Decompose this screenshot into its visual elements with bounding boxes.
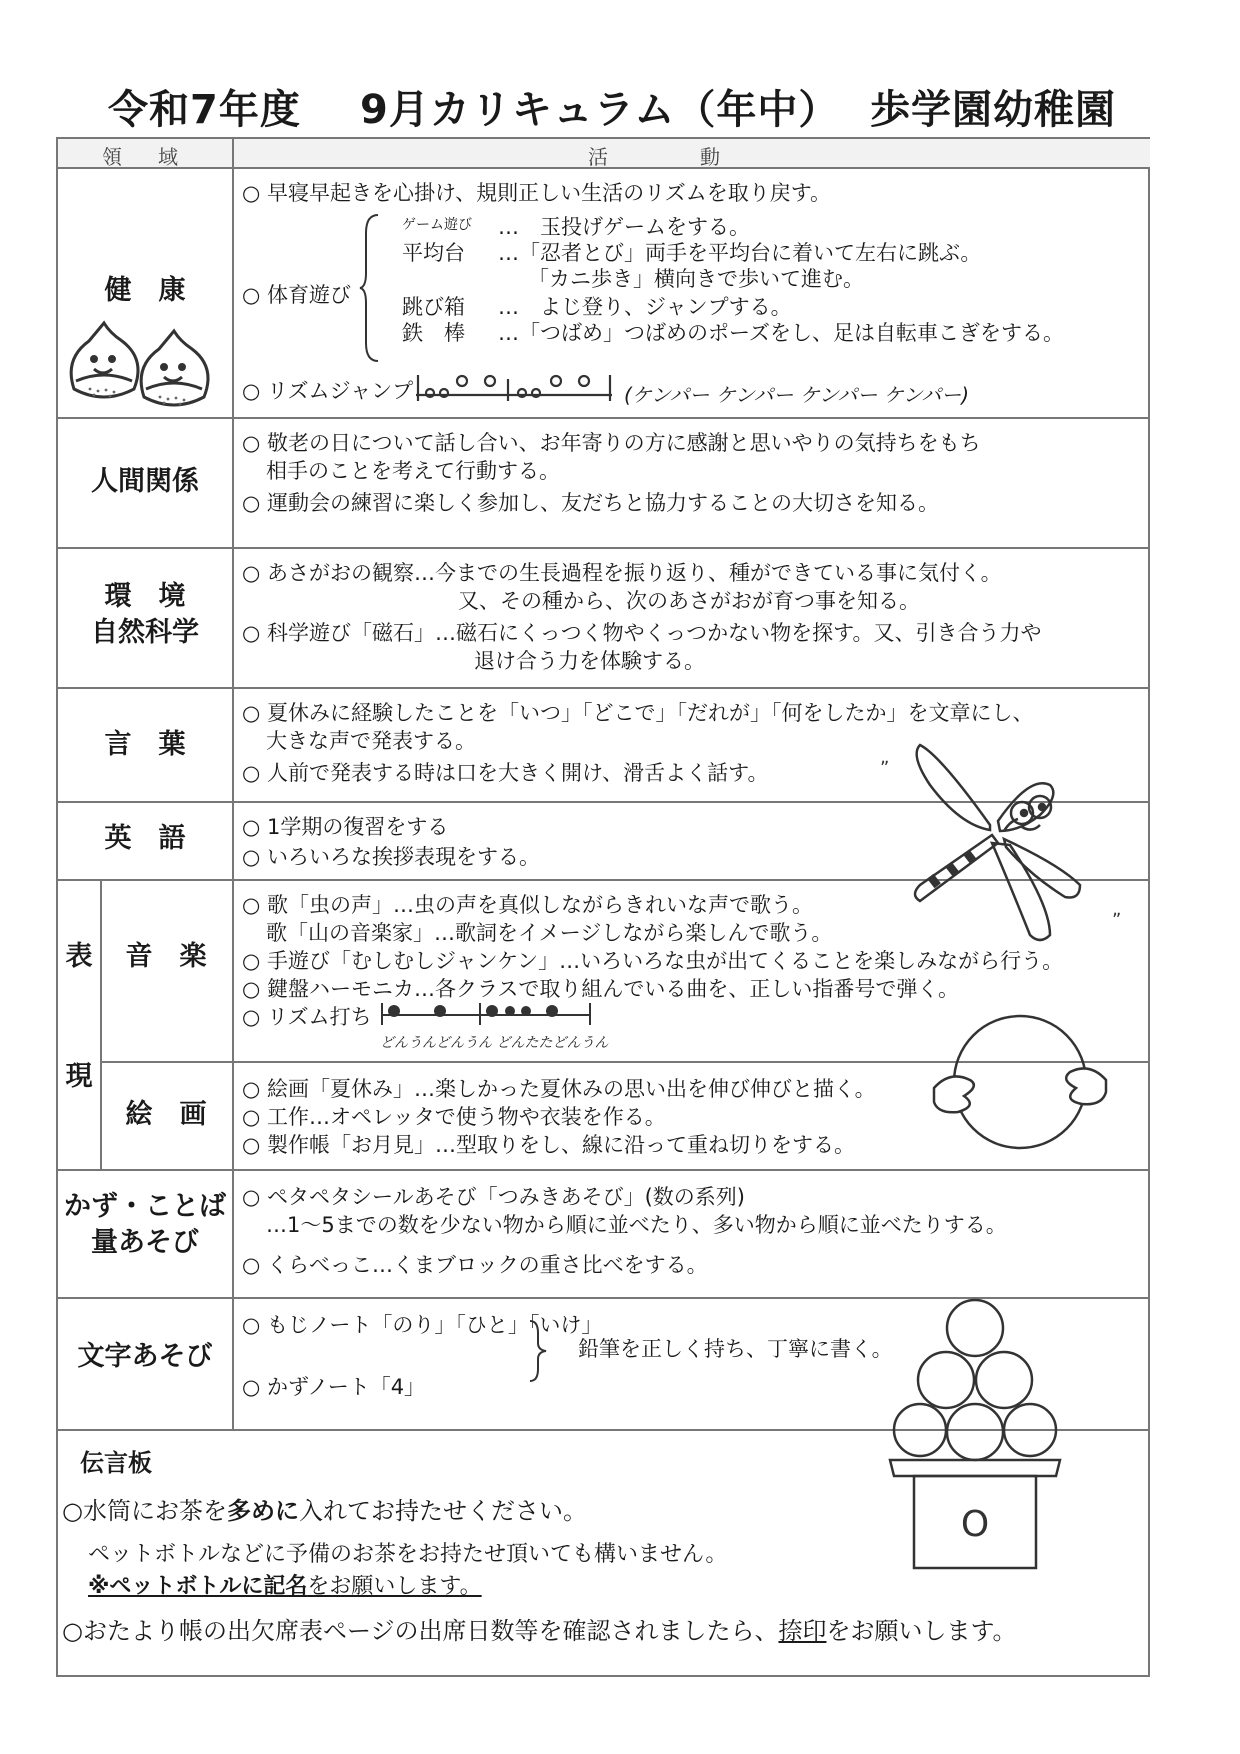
letters-aim: 鉛筆を正しく持ち、丁寧に書く。 — [578, 1337, 893, 1361]
board-note-2: ペットボトルなどに予備のお茶をお持たせ頂いても構いません。 — [88, 1542, 728, 1567]
board-title: 伝言板 — [80, 1449, 152, 1477]
relations-label: 人間関係 — [91, 466, 199, 497]
relations-line-3: ○ 運動会の練習に楽しく参加し、友だちと協力することの大切さを知る。 — [242, 491, 939, 515]
music-line-1: ○ 歌「虫の声」…虫の声を真似しながらきれいな声で歌う。 — [242, 893, 813, 917]
board-note-1: ○水筒にお茶を多めに入れてお持たせください。 — [62, 1497, 587, 1525]
health-group-label: ○ 体育遊び — [242, 283, 351, 307]
title-year: 令和7年度 — [108, 87, 301, 133]
environment-line-3: ○ 科学遊び「磁石」…磁石にくっつく物やくっつかない物を探す。又、引き合う力や — [242, 621, 1042, 645]
brace-icon — [528, 1319, 550, 1383]
game-name: ゲーム遊び — [402, 217, 472, 233]
row-divider — [58, 547, 1150, 549]
numbers-line-1: ○ ペタペタシールあそび「つみきあそび」(数の系列) — [242, 1185, 745, 1209]
header-area: 領 域 — [102, 145, 186, 169]
letters-label: 文字あそび — [77, 1341, 213, 1372]
row-divider — [58, 167, 1150, 169]
beam-name: 平均台 — [402, 241, 465, 265]
brace-icon — [358, 213, 380, 363]
expression-label-2: 現 — [65, 1061, 93, 1092]
environment-line-1: ○ あさがおの観察…今までの生長過程を振り返り、種ができている事に気付く。 — [242, 561, 1002, 585]
rhythm-words: どんうんどんうん どんたたどんうん — [380, 1035, 609, 1051]
moon-illustration — [920, 1010, 1120, 1170]
relations-line-1: ○ 敬老の日について話し合い、お年寄りの方に感謝と思いやりの気持ちをもち — [242, 431, 981, 455]
rhythm-note: (ケンパー ケンパー ケンパー ケンパー) — [624, 383, 970, 407]
box-desc: … よじ登り、ジャンプする。 — [498, 295, 792, 319]
title-main: 9月カリキュラム（年中） — [360, 87, 840, 133]
row-divider — [58, 417, 1150, 419]
art-line-1: ○ 絵画「夏休み」…楽しかった夏休みの思い出を伸び伸びと描く。 — [242, 1077, 876, 1101]
english-line-1: ○ 1学期の復習をする — [242, 815, 449, 839]
numbers-line-3: ○ くらべっこ…くまブロックの重さ比べをする。 — [242, 1253, 708, 1277]
letters-line-2: ○ かずノート「4」 — [242, 1375, 426, 1399]
music-line-4: ○ 鍵盤ハーモニカ…各クラスで取り組んでいる曲を、正しい指番号で弾く。 — [242, 977, 959, 1001]
dragonfly-illustration — [880, 735, 1130, 975]
expression-label-1: 表 — [65, 941, 93, 972]
music-line-2: 歌「山の音楽家」…歌詞をイメージしながら楽しんで歌う。 — [266, 921, 833, 945]
health-label: 健 康 — [104, 275, 186, 306]
board-note-3: ※ペットボトルに記名をお願いします。 — [88, 1574, 482, 1599]
relations-line-2: 相手のことを考えて行動する。 — [266, 459, 560, 483]
box-name: 跳び箱 — [402, 295, 465, 319]
music-line-3: ○ 手遊び「むしむしジャンケン」…いろいろな虫が出てくることを楽しみながら行う。 — [242, 949, 1064, 973]
dango-stand-mark: O — [960, 1504, 990, 1545]
environment-line-4: 退け合う力を体験する。 — [474, 649, 705, 673]
environment-label-1: 環 境 — [104, 581, 186, 612]
row-divider — [58, 687, 1150, 689]
numbers-label-2: 量あそび — [91, 1227, 199, 1258]
environment-label-2: 自然科学 — [91, 617, 199, 648]
words-label: 言 葉 — [104, 729, 186, 760]
rhythm-beat-notation — [380, 1001, 594, 1027]
words-line-3: ○ 人前で発表する時は口を大きく開け、滑舌よく話す。 — [242, 761, 769, 785]
environment-line-2: 又、その種から、次のあさがおが育つ事を知る。 — [458, 589, 920, 613]
bar-desc: …「つばめ」つばめのポーズをし、足は自転車こぎをする。 — [498, 321, 1064, 345]
rhythm-jump: ○ リズムジャンプ — [242, 379, 414, 403]
game-desc: … 玉投げゲームをする。 — [498, 215, 750, 239]
letters-line-1: ○ もじノート「のり」「ひと」「いけ」 — [242, 1313, 603, 1337]
art-line-2: ○ 工作…オペレッタで使う物や衣装を作る。 — [242, 1105, 666, 1129]
bar-name: 鉄 棒 — [402, 321, 465, 345]
numbers-line-2: …1～5までの数を少ない物から順に並べたり、多い物から順に並べたりする。 — [266, 1213, 1007, 1237]
title-school: 歩学園幼稚園 — [870, 87, 1116, 133]
english-label: 英 語 — [104, 823, 186, 854]
header-activity: 活 動 — [588, 145, 728, 169]
board-note-4: ○おたより帳の出欠席表ページの出席日数等を確認されましたら、捺印をお願いします。 — [62, 1617, 1017, 1645]
column-divider — [232, 139, 234, 1429]
english-line-2: ○ いろいろな挨拶表現をする。 — [242, 845, 540, 869]
svg-text:„: „ — [1112, 899, 1122, 920]
tsukimi-dango-illustration — [880, 1290, 1070, 1590]
music-line-5: ○ リズム打ち — [242, 1005, 372, 1029]
music-label: 音 楽 — [125, 941, 207, 972]
rhythm-notation — [414, 365, 614, 405]
words-line-2: 大きな声で発表する。 — [266, 729, 476, 753]
health-line-1: ○ 早寝早起きを心掛け、規則正しい生活のリズムを取り戻す。 — [242, 181, 832, 205]
chestnut-illustration — [64, 319, 224, 411]
beam-desc-2: 「カニ歩き」横向きで歩いて進む。 — [528, 267, 864, 291]
numbers-label-1: かず・ことば — [64, 1191, 226, 1222]
words-line-1: ○ 夏休みに経験したことを「いつ」「どこで」「だれが」「何をしたか」を文章にし、 — [242, 701, 1034, 725]
art-line-3: ○ 製作帳「お月見」…型取りをし、線に沿って重ね切りをする。 — [242, 1133, 855, 1157]
svg-text:„: „ — [880, 747, 890, 768]
beam-desc-1: …「忍者とび」両手を平均台に着いて左右に跳ぶ。 — [498, 241, 982, 265]
art-label: 絵 画 — [125, 1099, 207, 1130]
